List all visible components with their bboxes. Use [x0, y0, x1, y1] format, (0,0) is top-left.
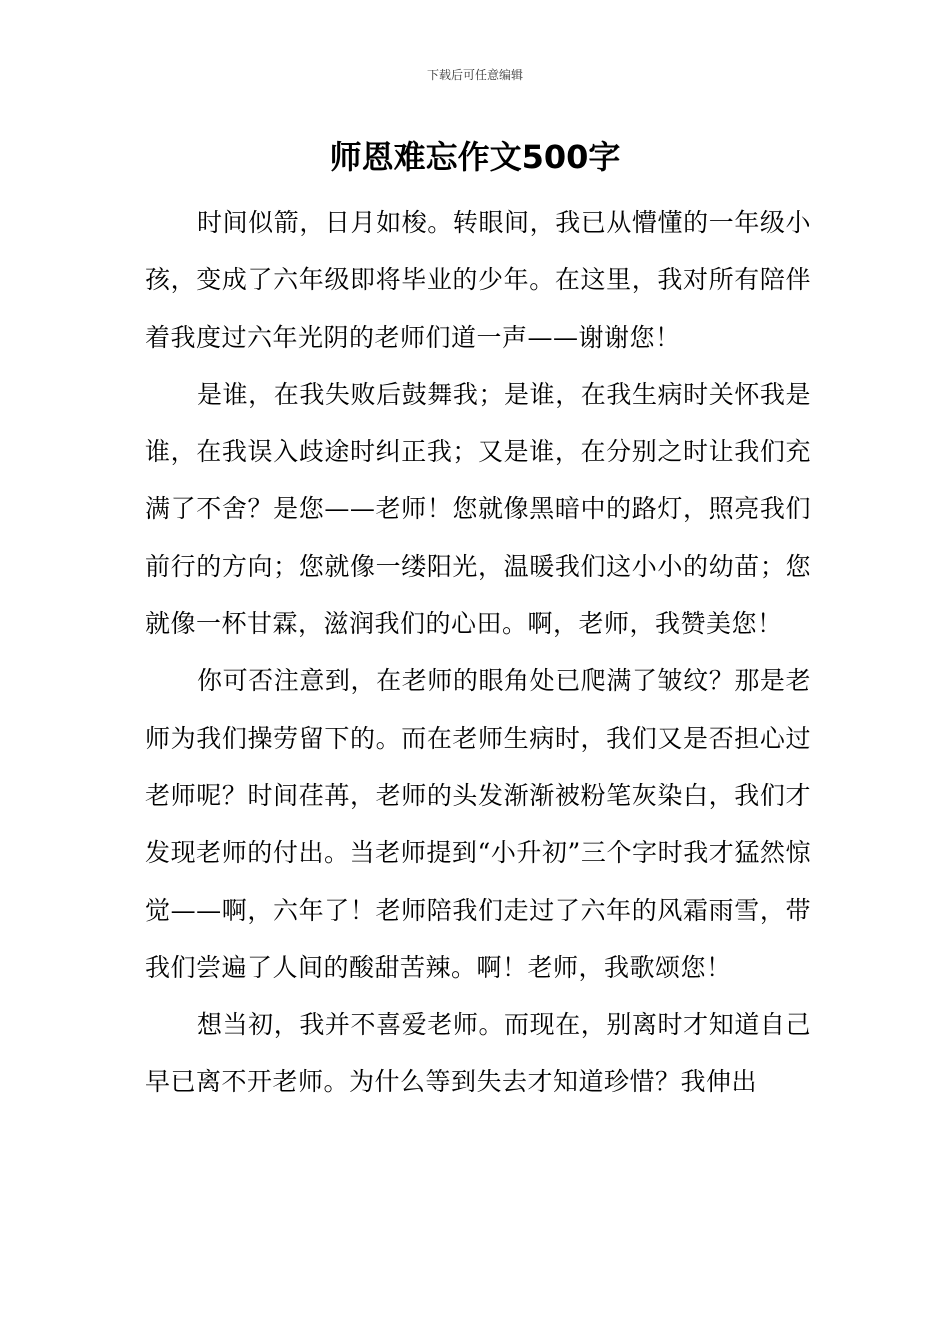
document-body — [145, 194, 811, 1111]
paragraph-2: 是谁，在我失败后鼓舞我；是谁，在我生病时关怀我是谁，在我误入歧途时纠正我；又是谁，在分别之时让我们充满了不舍？是您——老师！您就像黑暗中的路灯，照亮我们前行的方向；您就像一缕阳光，温暖我们这小小的幼苗；您就像一杯甘霖，滋润我们的心田。啊，老师，我赞美您！ — [145, 379, 811, 639]
document-title: 师恩难忘作文500字 — [329, 138, 621, 176]
paragraph-3: 你可否注意到，在老师的眼角处已爬满了皱纹？那是老师为我们操劳留下的。而在老师生病时，我们又是否担心过老师呢？时间荏苒，老师的头发渐渐被粉笔灰染白，我们才发现老师的付出。当老师提到“小升初”三个字时我才猛然惊觉——啊，六年了！老师陪我们走过了六年的风霜雨雪，带我们尝遍了人间的酸甜苦辣。啊！老师，我歌颂您！ — [145, 666, 811, 982]
paragraph-1: 时间似箭，日月如梭。转眼间，我已从懵懂的一年级小孩，变成了六年级即将毕业的少年。在这里，我对所有陪伴着我度过六年光阴的老师们道一声——谢谢您！ — [145, 208, 811, 352]
header-note: 下载后可任意编辑 — [426, 68, 523, 82]
paragraph-4: 想当初，我并不喜爱老师。而现在，别离时才知道自己早已离不开老师。为什么等到失去才知道珍惜？我伸出 — [145, 1010, 811, 1097]
